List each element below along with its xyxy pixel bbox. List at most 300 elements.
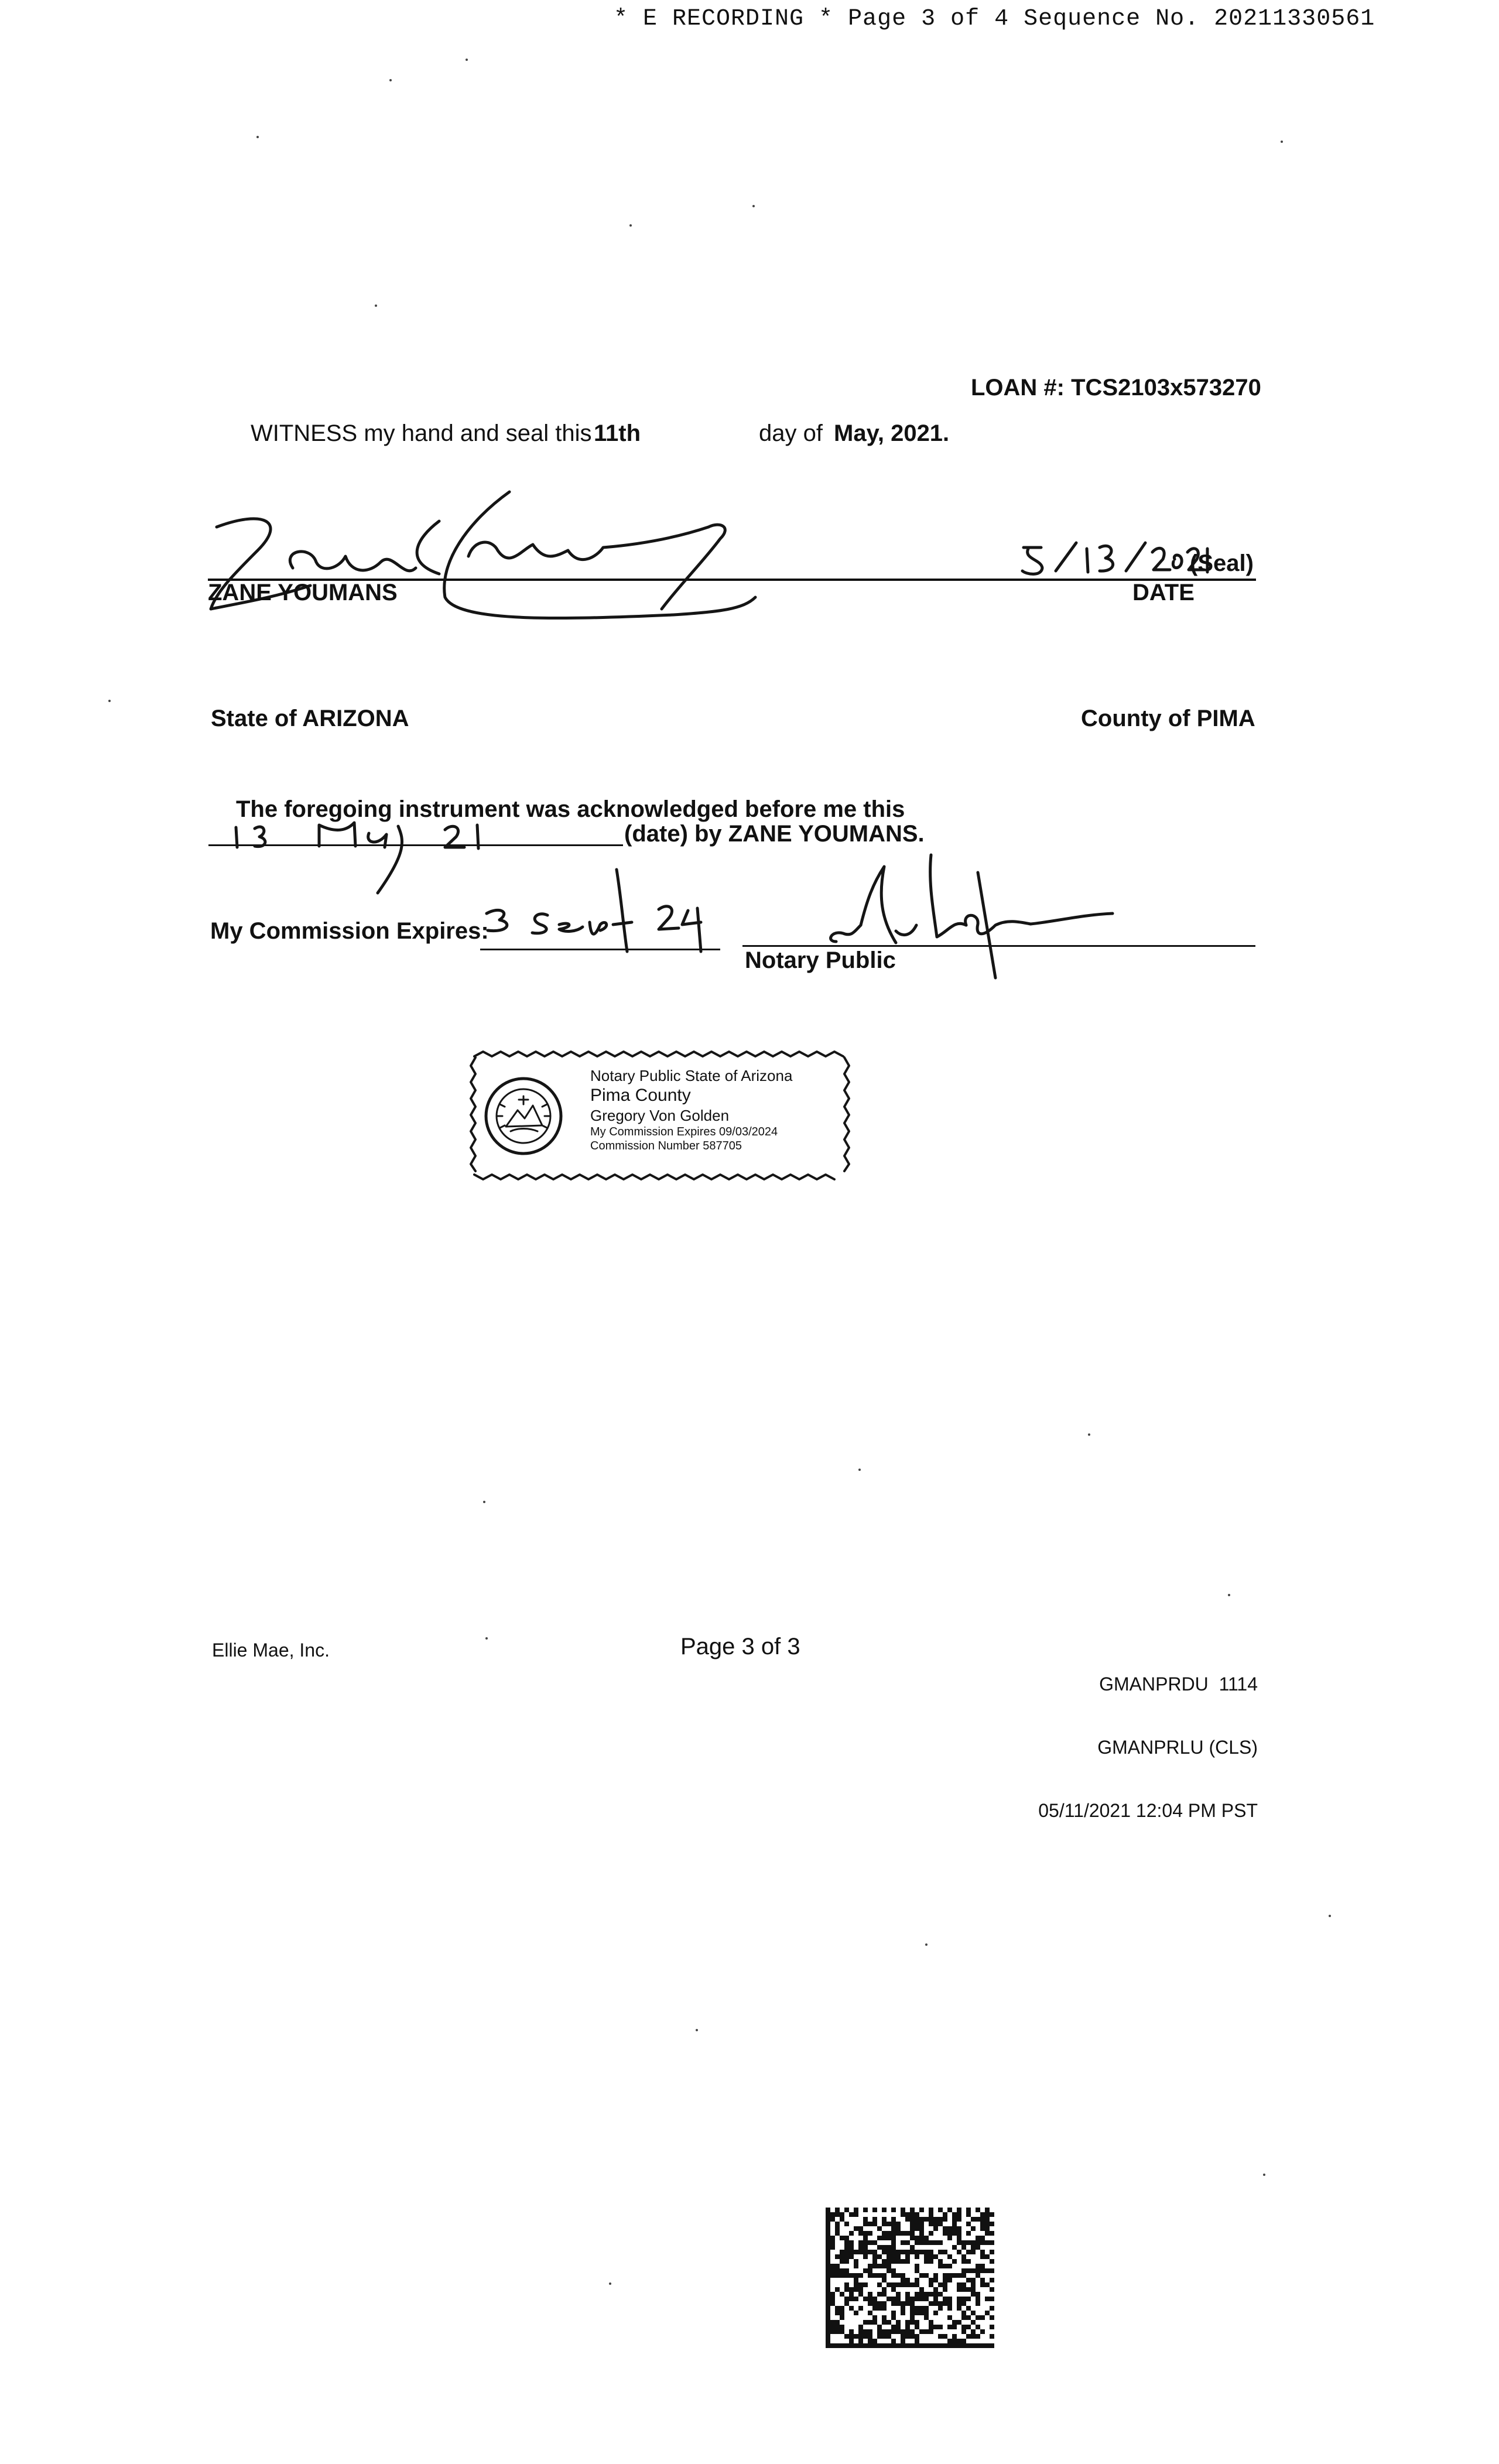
barcode-module	[826, 2226, 830, 2231]
barcode-module	[854, 2226, 858, 2231]
barcode-module	[915, 2292, 919, 2297]
barcode-module	[863, 2231, 868, 2236]
barcode-module	[966, 2315, 971, 2320]
barcode-module	[901, 2250, 905, 2254]
barcode-module	[863, 2268, 868, 2273]
barcode-module	[961, 2311, 966, 2315]
barcode-module	[835, 2287, 840, 2292]
barcode-module	[858, 2334, 863, 2339]
barcode-module	[915, 2339, 919, 2343]
barcode-module	[933, 2297, 938, 2301]
barcode-module	[961, 2315, 966, 2320]
barcode-module	[957, 2282, 961, 2287]
barcode-module	[966, 2297, 971, 2301]
barcode-module	[976, 2273, 980, 2278]
scan-speck	[466, 59, 468, 61]
barcode-module	[933, 2240, 938, 2245]
barcode-module	[910, 2222, 915, 2226]
barcode-module	[858, 2250, 863, 2254]
barcode-module	[910, 2343, 915, 2348]
barcode-module	[872, 2306, 877, 2311]
barcode-module	[980, 2268, 985, 2273]
barcode-module	[901, 2334, 905, 2339]
barcode-module	[868, 2264, 872, 2268]
witness-text: WITNESS my hand and seal this	[251, 420, 592, 446]
barcode-module	[919, 2217, 924, 2222]
barcode-module	[952, 2226, 957, 2231]
barcode-module	[872, 2339, 877, 2343]
barcode-module	[943, 2217, 947, 2222]
barcode-module	[980, 2240, 985, 2245]
barcode-module	[976, 2217, 980, 2222]
barcode-module	[840, 2325, 844, 2329]
barcode-module	[915, 2217, 919, 2222]
barcode-module	[976, 2245, 980, 2250]
barcode-module	[980, 2278, 985, 2282]
barcode-module	[961, 2282, 966, 2287]
barcode-module	[849, 2297, 854, 2301]
barcode-module	[971, 2343, 976, 2348]
barcode-module	[872, 2250, 877, 2254]
recording-stamp: * E RECORDING * Page 3 of 4 Sequence No. 20211330561	[614, 6, 1375, 32]
barcode-module	[915, 2320, 919, 2325]
barcode-module	[882, 2217, 887, 2222]
barcode-module	[938, 2282, 943, 2287]
barcode-module	[980, 2343, 985, 2348]
barcode-module	[868, 2334, 872, 2339]
barcode-module	[858, 2287, 863, 2292]
barcode-module	[826, 2217, 830, 2222]
barcode-module	[980, 2254, 985, 2259]
barcode-module	[882, 2264, 887, 2268]
barcode-module	[896, 2250, 901, 2254]
barcode-module	[929, 2325, 933, 2329]
barcode-module	[966, 2222, 971, 2226]
barcode-module	[933, 2222, 938, 2226]
barcode-module	[826, 2273, 830, 2278]
barcode-module	[882, 2292, 887, 2297]
barcode-module	[844, 2343, 849, 2348]
barcode-module	[910, 2245, 915, 2250]
barcode-module	[910, 2212, 915, 2217]
barcode-module	[971, 2311, 976, 2315]
barcode-module	[915, 2240, 919, 2245]
stamp-line2: Pima County	[590, 1086, 691, 1105]
barcode-module	[882, 2278, 887, 2282]
handwritten-expiry-date	[483, 864, 741, 957]
barcode-module	[826, 2311, 830, 2315]
barcode-module	[868, 2311, 872, 2315]
barcode-module	[938, 2240, 943, 2245]
barcode-module	[961, 2339, 966, 2343]
barcode-module	[985, 2254, 990, 2259]
scan-speck	[629, 224, 632, 227]
barcode-module	[929, 2217, 933, 2222]
barcode-module	[830, 2236, 835, 2240]
barcode-module	[882, 2334, 887, 2339]
barcode-module	[924, 2240, 929, 2245]
barcode-module	[840, 2259, 844, 2264]
barcode-module	[901, 2311, 905, 2315]
barcode-module	[882, 2287, 887, 2292]
barcode-module	[910, 2315, 915, 2320]
barcode-module	[868, 2240, 872, 2245]
barcode-module	[957, 2231, 961, 2236]
barcode-module	[971, 2329, 976, 2334]
barcode-module	[938, 2250, 943, 2254]
barcode-module	[976, 2325, 980, 2329]
barcode-module	[943, 2343, 947, 2348]
barcode-module	[877, 2282, 882, 2287]
barcode-module	[938, 2334, 943, 2339]
barcode-module	[985, 2226, 990, 2231]
barcode-module	[858, 2231, 863, 2236]
barcode-module	[901, 2301, 905, 2306]
barcode-module	[957, 2301, 961, 2306]
barcode-module	[961, 2245, 966, 2250]
scan-speck	[108, 700, 111, 702]
witness-day-of: day of	[759, 420, 823, 446]
barcode-module	[933, 2311, 938, 2315]
barcode-module	[929, 2282, 933, 2287]
barcode-module	[971, 2245, 976, 2250]
scan-speck	[375, 304, 377, 307]
seal-label: (Seal)	[1190, 550, 1254, 576]
barcode-module	[854, 2334, 858, 2339]
barcode-module	[826, 2254, 830, 2259]
commission-expires-label: My Commission Expires:	[210, 918, 489, 944]
barcode-module	[971, 2292, 976, 2297]
barcode-module	[882, 2320, 887, 2325]
barcode-module	[863, 2320, 868, 2325]
barcode-module	[826, 2320, 830, 2325]
barcode-module	[835, 2311, 840, 2315]
barcode-module	[872, 2297, 877, 2301]
barcode-module	[990, 2278, 994, 2282]
barcode-module	[858, 2240, 863, 2245]
barcode-module	[835, 2212, 840, 2217]
barcode-module	[985, 2343, 990, 2348]
barcode-module	[835, 2325, 840, 2329]
barcode-module	[938, 2264, 943, 2268]
barcode-module	[966, 2212, 971, 2217]
barcode-module	[933, 2273, 938, 2278]
barcode-module	[905, 2240, 910, 2245]
barcode-module	[877, 2301, 882, 2306]
stamp-line1: Notary Public State of Arizona	[590, 1067, 793, 1084]
barcode-module	[887, 2329, 891, 2334]
barcode-module	[961, 2254, 966, 2259]
barcode-module	[882, 2231, 887, 2236]
scan-speck	[483, 1501, 485, 1503]
barcode-module	[887, 2268, 891, 2273]
barcode-module	[915, 2311, 919, 2315]
barcode-module	[966, 2240, 971, 2245]
barcode-module	[840, 2306, 844, 2311]
barcode-module	[854, 2282, 858, 2287]
barcode-module	[872, 2315, 877, 2320]
barcode-module	[863, 2245, 868, 2250]
barcode-module	[905, 2292, 910, 2297]
barcode-module	[976, 2208, 980, 2212]
barcode-module	[910, 2301, 915, 2306]
barcode-module	[938, 2343, 943, 2348]
barcode-module	[952, 2343, 957, 2348]
barcode-module	[966, 2208, 971, 2212]
barcode-module	[868, 2273, 872, 2278]
barcode-module	[971, 2278, 976, 2282]
barcode-module	[891, 2208, 896, 2212]
barcode-module	[854, 2250, 858, 2254]
barcode-module	[891, 2236, 896, 2240]
barcode-module	[896, 2325, 901, 2329]
barcode-module	[868, 2292, 872, 2297]
barcode-module	[891, 2297, 896, 2301]
barcode-module	[840, 2254, 844, 2259]
barcode-module	[910, 2320, 915, 2325]
date-label: DATE	[1132, 580, 1195, 605]
barcode-module	[868, 2297, 872, 2301]
barcode-module	[905, 2334, 910, 2339]
barcode-module	[877, 2264, 882, 2268]
barcode-module	[990, 2259, 994, 2264]
barcode-module	[896, 2226, 901, 2231]
barcode-module	[924, 2343, 929, 2348]
barcode-module	[835, 2226, 840, 2231]
barcode-module	[933, 2343, 938, 2348]
barcode-module	[896, 2273, 901, 2278]
barcode-module	[976, 2334, 980, 2339]
barcode-module	[990, 2250, 994, 2254]
barcode-module	[943, 2278, 947, 2282]
barcode-module	[891, 2250, 896, 2254]
barcode-module	[961, 2329, 966, 2334]
barcode-module	[915, 2297, 919, 2301]
barcode-module	[858, 2226, 863, 2231]
barcode-module	[915, 2325, 919, 2329]
barcode-module	[915, 2250, 919, 2254]
barcode-module	[985, 2231, 990, 2236]
notary-public-label: Notary Public	[745, 947, 896, 973]
barcode-module	[868, 2222, 872, 2226]
barcode-module	[919, 2236, 924, 2240]
barcode-module	[919, 2311, 924, 2315]
barcode-module	[980, 2282, 985, 2287]
barcode-module	[835, 2264, 840, 2268]
barcode-module	[938, 2306, 943, 2311]
barcode-module	[971, 2226, 976, 2231]
barcode-module	[826, 2259, 830, 2264]
barcode-module	[938, 2292, 943, 2297]
barcode-module	[943, 2231, 947, 2236]
barcode-module	[910, 2306, 915, 2311]
barcode-module	[971, 2334, 976, 2339]
state-seal-icon	[482, 1075, 564, 1157]
barcode-module	[985, 2217, 990, 2222]
signer-name: ZANE YOUMANS	[208, 580, 398, 605]
barcode-module	[915, 2236, 919, 2240]
barcode-module	[938, 2301, 943, 2306]
barcode-module	[844, 2287, 849, 2292]
barcode-module	[966, 2231, 971, 2236]
barcode-module	[905, 2278, 910, 2282]
barcode-module	[901, 2208, 905, 2212]
barcode-module	[990, 2325, 994, 2329]
barcode-module	[868, 2320, 872, 2325]
barcode-module	[872, 2343, 877, 2348]
loan-number-line	[971, 375, 1261, 401]
barcode-module	[976, 2264, 980, 2268]
barcode-module	[887, 2334, 891, 2339]
barcode-module	[919, 2287, 924, 2292]
barcode-module	[830, 2320, 835, 2325]
barcode-module	[849, 2254, 854, 2259]
barcode-module	[826, 2250, 830, 2254]
barcode-module	[882, 2250, 887, 2254]
barcode-module	[919, 2226, 924, 2231]
barcode-module	[854, 2297, 858, 2301]
barcode-module	[835, 2329, 840, 2334]
barcode-module	[901, 2240, 905, 2245]
barcode-module	[990, 2231, 994, 2236]
barcode-module	[905, 2329, 910, 2334]
barcode-module	[844, 2222, 849, 2226]
loan-label: LOAN #:	[971, 375, 1065, 401]
barcode-module	[901, 2329, 905, 2334]
barcode-module	[971, 2250, 976, 2254]
barcode-module	[840, 2315, 844, 2320]
barcode-module	[952, 2273, 957, 2278]
barcode-module	[905, 2254, 910, 2259]
barcode-module	[924, 2311, 929, 2315]
footer-page-number: Page 3 of 3	[680, 1634, 800, 1659]
barcode-module	[915, 2212, 919, 2217]
barcode-module	[826, 2301, 830, 2306]
barcode-module	[891, 2287, 896, 2292]
barcode-module	[933, 2292, 938, 2297]
barcode-module	[826, 2334, 830, 2339]
barcode-module	[877, 2343, 882, 2348]
barcode-module	[835, 2254, 840, 2259]
barcode-module	[826, 2245, 830, 2250]
barcode-module	[976, 2236, 980, 2240]
barcode-module	[957, 2217, 961, 2222]
barcode-module	[915, 2222, 919, 2226]
barcode-module	[905, 2282, 910, 2287]
barcode-module	[966, 2325, 971, 2329]
barcode-module	[891, 2325, 896, 2329]
barcode-module	[952, 2212, 957, 2217]
barcode-module	[915, 2278, 919, 2282]
scan-speck	[696, 2029, 698, 2031]
barcode-module	[985, 2222, 990, 2226]
barcode-module	[961, 2273, 966, 2278]
barcode-module	[961, 2240, 966, 2245]
barcode-module	[887, 2245, 891, 2250]
barcode-module	[858, 2245, 863, 2250]
barcode-module	[854, 2259, 858, 2264]
barcode-module	[826, 2315, 830, 2320]
barcode-module	[849, 2339, 854, 2343]
barcode-module	[952, 2325, 957, 2329]
barcode-module	[910, 2282, 915, 2287]
barcode-module	[985, 2282, 990, 2287]
barcode-module	[924, 2315, 929, 2320]
barcode-module	[858, 2343, 863, 2348]
barcode-module	[891, 2268, 896, 2273]
barcode-module	[980, 2236, 985, 2240]
barcode-module	[924, 2236, 929, 2240]
stamp-line5: Commission Number 587705	[590, 1139, 742, 1152]
barcode-module	[901, 2259, 905, 2264]
barcode-module	[943, 2250, 947, 2254]
barcode-module	[929, 2231, 933, 2236]
barcode-module	[872, 2320, 877, 2325]
barcode-module	[957, 2273, 961, 2278]
witness-month-year: May, 2021.	[834, 420, 950, 446]
barcode-module	[849, 2343, 854, 2348]
barcode-module	[826, 2287, 830, 2292]
barcode-module	[849, 2306, 854, 2311]
barcode-module	[863, 2343, 868, 2348]
barcode-module	[882, 2301, 887, 2306]
barcode-module	[896, 2297, 901, 2301]
barcode-module	[863, 2222, 868, 2226]
barcode-module	[990, 2315, 994, 2320]
barcode-module	[826, 2240, 830, 2245]
barcode-module	[933, 2278, 938, 2282]
barcode-module	[826, 2212, 830, 2217]
barcode-module	[887, 2250, 891, 2254]
barcode-module	[877, 2245, 882, 2250]
barcode-module	[877, 2292, 882, 2297]
barcode-module	[943, 2287, 947, 2292]
barcode-module	[929, 2212, 933, 2217]
barcode-module	[980, 2315, 985, 2320]
barcode-module	[919, 2250, 924, 2254]
barcode-module	[854, 2311, 858, 2315]
barcode-module	[887, 2231, 891, 2236]
barcode-module	[976, 2292, 980, 2297]
barcode-module	[849, 2250, 854, 2254]
barcode-module	[830, 2292, 835, 2297]
barcode-module	[933, 2217, 938, 2222]
barcode-module	[957, 2343, 961, 2348]
barcode-module	[826, 2231, 830, 2236]
barcode-module	[961, 2325, 966, 2329]
barcode-module	[891, 2329, 896, 2334]
barcode-module	[826, 2222, 830, 2226]
barcode-module	[891, 2339, 896, 2343]
barcode-module	[858, 2292, 863, 2297]
barcode-module	[929, 2240, 933, 2245]
barcode-module	[929, 2222, 933, 2226]
barcode-module	[840, 2273, 844, 2278]
barcode-module	[990, 2306, 994, 2311]
barcode-module	[830, 2245, 835, 2250]
barcode-module	[854, 2264, 858, 2268]
barcode-module	[830, 2240, 835, 2245]
barcode-module	[929, 2329, 933, 2334]
barcode-module	[971, 2240, 976, 2245]
barcode-module	[990, 2212, 994, 2217]
barcode-module	[915, 2343, 919, 2348]
barcode-module	[835, 2222, 840, 2226]
barcode-module	[933, 2301, 938, 2306]
barcode-module	[887, 2254, 891, 2259]
barcode-module	[872, 2273, 877, 2278]
barcode-module	[919, 2306, 924, 2311]
